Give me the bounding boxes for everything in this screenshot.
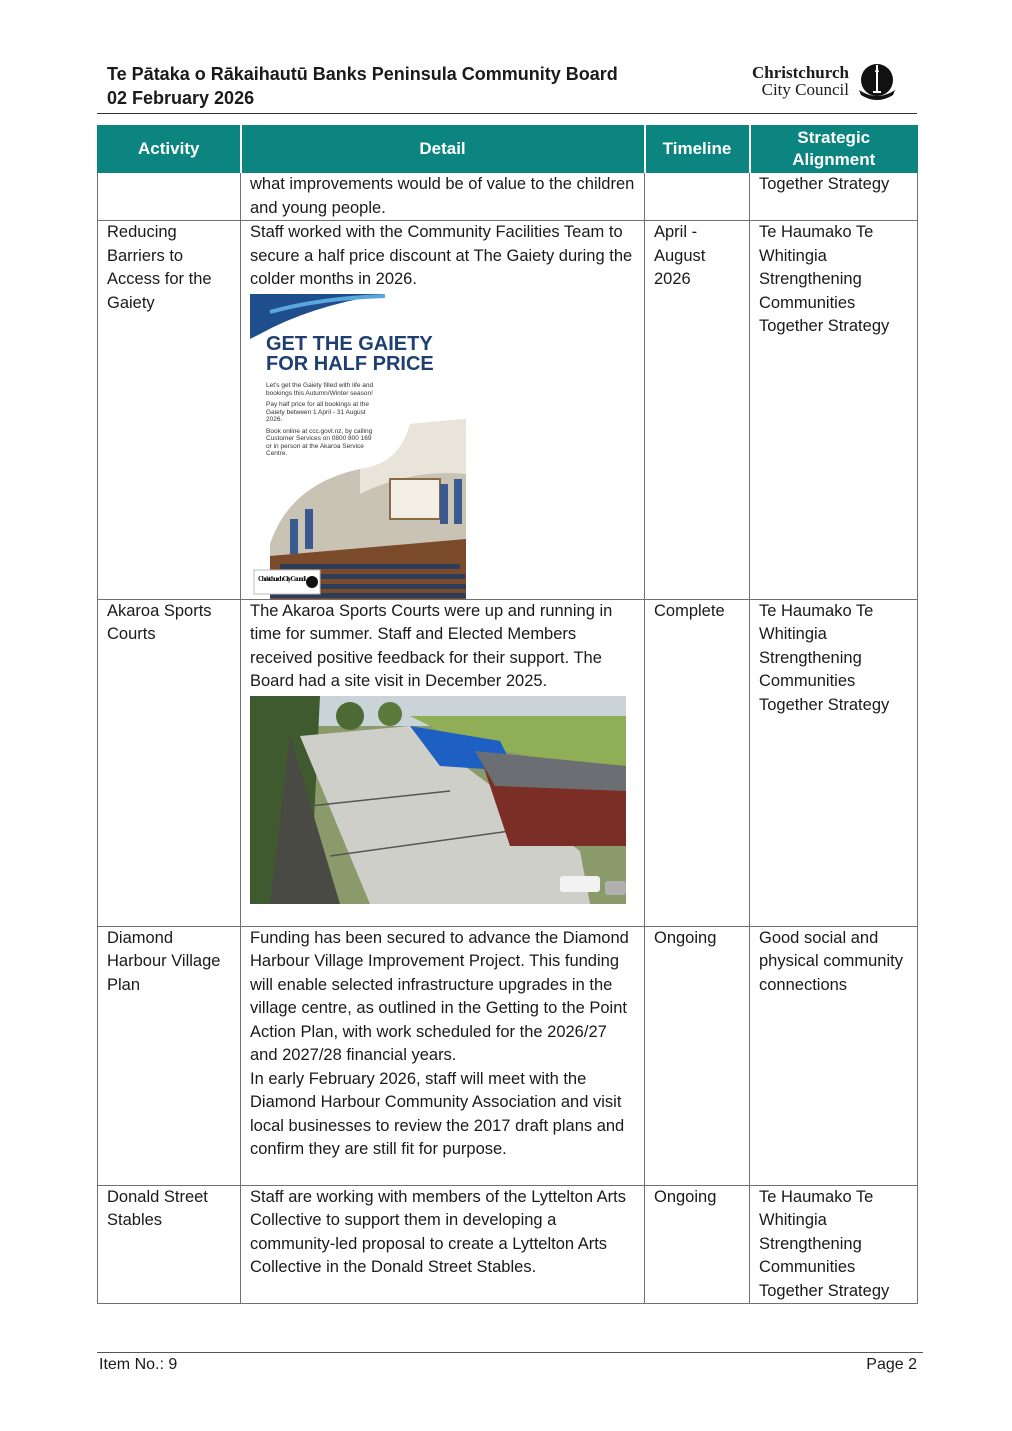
table-row — [98, 173, 918, 221]
poster-logo-icon — [306, 576, 318, 588]
detail-cell — [241, 1185, 645, 1304]
meeting-date: 02 February 2026 — [107, 88, 255, 108]
table-header-row — [98, 126, 918, 173]
detail-cell — [241, 926, 645, 1185]
poster-text-1: Let's get the Gaiety filled with life and bookings this Autumn/Winter season! — [266, 381, 374, 396]
column-header-detail: Detail — [241, 126, 645, 173]
poster-text-2: Pay half price for all bookings at the Gaiety between 1 April - 31 August 2026. — [266, 400, 369, 423]
logo-line-2: City Council — [761, 80, 849, 99]
table-row — [98, 1185, 918, 1304]
table-row — [98, 926, 918, 1185]
page-footer — [97, 1352, 923, 1378]
timeline-cell: Complete — [645, 599, 750, 926]
column-header-activity: Activity — [98, 126, 241, 173]
alignment-cell: Te Haumako Te Whitingia Strengthening Communities Together Strategy — [750, 221, 918, 600]
item-number: Item No.: 9 — [99, 1356, 178, 1373]
activity-cell: Diamond Harbour Village Plan — [98, 926, 241, 1185]
board-name: Te Pātaka o Rākaihautū Banks Peninsula Community Board — [107, 64, 618, 84]
detail-cell — [241, 599, 645, 926]
detail-text: Staff are working with members of the Lyttelton Arts Collective to support them in developing a community-led proposal to create a Lyttelton Arts Collective in the Donald Street Stables. — [250, 1187, 627, 1276]
council-logo — [739, 62, 899, 102]
detail-text: Funding has been secured to advance the Diamond Harbour Village Improvement Project. This funding will enable selected infrastructure upgrades in the village centre, as outlined in the Getting to the Point Action Plan, with work scheduled for the 2026/27 and 2027/28 financial years. — [250, 928, 629, 1064]
table-row — [98, 221, 918, 600]
activity-cell: Akaroa Sports Courts — [98, 599, 241, 926]
cathedral-logo-icon — [855, 62, 899, 102]
akaroa-sports-courts-photo — [250, 696, 626, 904]
detail-text: what improvements would be of value to the children and young people. — [250, 175, 635, 217]
activity-table — [97, 125, 918, 1304]
detail-cell — [241, 221, 645, 600]
alignment-cell: Good social and physical community connections — [750, 926, 918, 1185]
detail-text: The Akaroa Sports Courts were up and running in time for summer. Staff and Elected Members received positive feedback for their support. The Board had a site visit in December 2025. — [250, 601, 613, 690]
header-title — [107, 62, 618, 110]
detail-text: Staff worked with the Community Facilities Team to secure a half price discount at The Gaiety during the colder months in 2026. — [250, 223, 633, 288]
poster-text-3: Book online at ccc.govt.nz, by calling Customer Services on 0800 800 169 or in person at the Akaroa Service Centre. — [266, 427, 373, 457]
page-header — [97, 60, 917, 114]
timeline-cell: Ongoing — [645, 1185, 750, 1304]
activity-cell — [98, 173, 241, 221]
column-header-timeline: Timeline — [645, 126, 750, 173]
alignment-cell: Te Haumako Te Whitingia Strengthening Communities Together Strategy — [750, 1185, 918, 1304]
alignment-cell: Together Strategy — [750, 173, 918, 221]
poster-logo-text: Christchurch City Council — [258, 574, 306, 583]
activity-cell: Donald Street Stables — [98, 1185, 241, 1304]
detail-text: In early February 2026, staff will meet with the Diamond Harbour Community Association and visit local businesses to review the 2017 draft plans and confirm they are still fit for purpose. — [250, 1069, 625, 1158]
detail-cell — [241, 173, 645, 221]
gaiety-half-price-poster — [250, 294, 466, 599]
timeline-cell: Ongoing — [645, 926, 750, 1185]
table-row — [98, 599, 918, 926]
timeline-cell: April - August 2026 — [645, 221, 750, 600]
timeline-cell — [645, 173, 750, 221]
logo-line-1: Christchurch — [752, 63, 849, 82]
activity-cell: Reducing Barriers to Access for the Gaiety — [98, 221, 241, 600]
poster-headline-2: FOR HALF PRICE — [266, 352, 434, 375]
alignment-cell: Te Haumako Te Whitingia Strengthening Communities Together Strategy — [750, 599, 918, 926]
page-number: Page 2 — [866, 1356, 917, 1373]
poster-headline-1: GET THE GAIETY — [266, 332, 433, 355]
column-header-alignment: Strategic Alignment — [750, 126, 918, 173]
